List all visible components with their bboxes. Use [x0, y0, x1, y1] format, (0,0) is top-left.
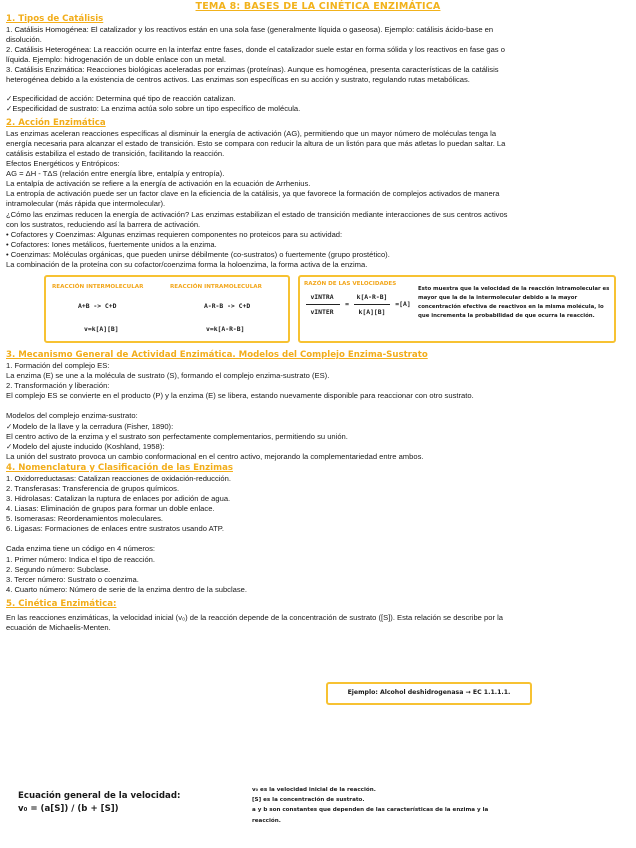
effective-concentration: =[A] — [395, 300, 411, 309]
list-item: 5. Isomerasas: Reordenamientos moleculares. — [6, 514, 164, 524]
equation-title: Ecuación general de la velocidad: — [18, 791, 181, 801]
text-line: La combinación de la proteína con su cofactor/coenzima forma la holoenzima, la forma activa de la enzima. — [6, 259, 368, 269]
section-3-heading: 3. Mecanismo General de Actividad Enzimática. Modelos del Complejo Enzima-Sustrato — [6, 350, 428, 361]
intermolecular-rate: v=k[A][B] — [84, 325, 119, 334]
text-line: ¿Cómo las enzimas reducen la energía de activación? Las enzimas estabilizan el estado de transición mediante interacciones de sus centros activos — [6, 209, 508, 219]
intermolecular-reaction: A+B -> C+D — [78, 302, 117, 311]
check-item: ✓Modelo del ajuste inducido (Koshland, 1958): — [6, 441, 165, 451]
intermolecular-heading: REACCIÓN INTERMOLECULAR — [52, 284, 144, 291]
equals-sign: = — [345, 300, 349, 309]
velocity-equation — [18, 790, 180, 816]
text-line: • Cofactores: Iones metálicos, fuertemente unidos a la enzima. — [6, 239, 217, 249]
text-line: 3. Catálisis Enzimática: Reacciones biológicas aceleradas por enzimas (proteínas). Aunque es homogénea, presenta características de la catálisis — [6, 65, 499, 75]
fraction-bar — [306, 304, 340, 305]
text-line: catálisis estabiliza el estado de transición, facilitando la reacción. — [6, 148, 225, 158]
text-line: intramolecular (más rápida que intermolecular). — [6, 199, 166, 209]
check-item: ✓Especificidad de sustrato: La enzima actúa solo sobre un tipo específico de molécula. — [6, 103, 301, 113]
section-4-heading: 4. Nomenclatura y Clasificación de las Enzimas — [6, 462, 233, 473]
text-line: disolución. — [6, 35, 42, 45]
reaction-types-box — [44, 275, 290, 343]
text-line: ecuación de Michaelis-Menten. — [6, 623, 111, 633]
text-line: Modelos del complejo enzima-sustrato: — [6, 411, 138, 421]
section-1-heading: 1. Tipos de Catálisis — [6, 14, 104, 24]
v-intra-label: vINTRA — [310, 293, 334, 302]
section-2-heading: 2. Acción Enzimática — [6, 117, 106, 128]
text-line: líquida. Ejemplo: hidrogenación de un doble enlace con un metal. — [6, 55, 226, 65]
check-item: ✓Especificidad de acción: Determina qué tipo de reacción catalizan. — [6, 93, 236, 103]
text-line: heterogénea debido a la existencia de centros activos. Las enzimas son específicas en su acción y sustrato, regulando rutas metabólicas. — [6, 75, 470, 85]
text-line: Efectos Energéticos y Entrópicos: — [6, 159, 120, 169]
intramolecular-reaction: A-R-B -> C+D — [204, 302, 251, 311]
page-title: TEMA 8: BASES DE LA CINÉTICA ENZIMÁTICA — [195, 1, 441, 12]
rate-ratio-description: Esto muestra que la velocidad de la reacción intramolecular es mayor que la de la intermolecular debido a la mayor concentración efectiva de reactivos en la misma molécula, lo que incrementa la probabilidad de que ocurra la reacción. — [418, 286, 610, 320]
text-line: energía necesaria para alcanzar el estado de transición. Esto se compara con reducir la altura de un listón para que más atletas lo puedan saltar. La — [6, 138, 506, 148]
text-line: La enzima (E) se une a la molécula de sustrato (S), formando el complejo enzima-sustrato (ES). — [6, 371, 330, 381]
list-item: 1. Oxidorreductasas: Catalizan reacciones de oxidación-reducción. — [6, 473, 231, 483]
text-line: • Cofactores y Coenzimas: Algunas enzimas requieren componentes no proteicos para su actividad: — [6, 229, 343, 239]
k-inter-label: k[A][B] — [358, 308, 386, 317]
equation-legend — [252, 785, 582, 826]
text-line: La unión del sustrato provoca un cambio conformacional en el centro activo, mejorando la complementariedad entre ambos. — [6, 451, 424, 461]
legend-line: [S] es la concentración de sustrato. — [252, 797, 365, 804]
list-item: 3. Tercer número: Sustrato o coenzima. — [6, 574, 139, 584]
text-line: El complejo ES se convierte en el producto (P) y la enzima (E) se libera, estando nuevamente disponible para reaccionar con otro sustrato. — [6, 391, 474, 401]
section-5-heading: 5. Cinética Enzimática: — [6, 598, 117, 609]
v-inter-label: vINTER — [310, 308, 334, 317]
fraction-bar — [354, 304, 390, 305]
text-line: Las enzimas aceleran reacciones específicas al disminuir la energía de activación (AG), permitiendo que un mayor número de moléculas tenga la — [6, 128, 497, 138]
text-line: La entalpía de activación se refiere a la energía de activación en la ecuación de Arrhenius. — [6, 179, 311, 189]
text-line: • Coenzimas: Moléculas orgánicas, que pueden unirse débilmente (co-sustratos) o fuertemente (grupo prostético). — [6, 249, 390, 259]
legend-line: v₀ es la velocidad inicial de la reacción. — [252, 787, 376, 793]
list-item: 4. Liasas: Eliminación de grupos para formar un doble enlace. — [6, 504, 215, 514]
list-item: 2. Transferasas: Transferencia de grupos químicos. — [6, 484, 180, 493]
text-line: La entropía de activación puede ser un factor clave en la eficiencia de la catálisis, ya que favorece la formación de complejos activados de manera — [6, 189, 500, 199]
list-item: 3. Hidrolasas: Catalizan la ruptura de enlaces por adición de agua. — [6, 494, 231, 504]
formula-boxes-row — [6, 275, 630, 343]
intramolecular-heading: REACCIÓN INTRAMOLECULAR — [170, 284, 262, 291]
check-item: ✓Modelo de la llave y la cerradura (Fisher, 1890): — [6, 421, 174, 431]
document-page — [6, 0, 630, 633]
text-line: El centro activo de la enzima y el sustrato son perfectamente complementarios, permitiendo su unión. — [6, 431, 348, 441]
text-line: 1. Formación del complejo ES: — [6, 361, 110, 371]
intramolecular-rate: v=k[A-R-B] — [206, 325, 245, 334]
k-intra-label: k[A-R-B] — [356, 293, 388, 302]
ec-example-box: Ejemplo: Alcohol deshidrogenasa → EC 1.1.1.1. — [326, 682, 532, 705]
text-line: 2. Transformación y liberación: — [6, 381, 110, 391]
text-line: con los sustratos, reduciendo así la barrera de activación. — [6, 219, 201, 229]
text-line: AG = ΔH - TΔS (relación entre energía libre, entalpía y entropía). — [6, 169, 225, 179]
legend-line: reacción. — [252, 817, 281, 824]
text-line: 2. Catálisis Heterogénea: La reacción ocurre en la interfaz entre fases, donde el catalizador suele estar en forma sólida y los reactivos en fase gas o — [6, 45, 505, 55]
list-item: 2. Segundo número: Subclase. — [6, 564, 111, 574]
legend-line: a y b son constantes que dependen de las características de la enzima y la — [252, 807, 489, 814]
list-item: 6. Ligasas: Formaciones de enlaces entre sustratos usando ATP. — [6, 524, 224, 534]
text-line: 1. Catálisis Homogénea: El catalizador y los reactivos están en una sola fase (generalmente líquida o gaseosa). Ejemplo: catálisis ácido-base en — [6, 25, 494, 34]
equation-formula: v₀ = (a[S]) / (b + [S]) — [18, 804, 119, 814]
rate-ratio-heading: RAZÓN DE LAS VELOCIDADES — [304, 281, 397, 288]
list-item: 4. Cuarto número: Número de serie de la enzima dentro de la subclase. — [6, 584, 248, 594]
list-item: 1. Primer número: Indica el tipo de reacción. — [6, 554, 155, 564]
text-line: Cada enzima tiene un código en 4 números: — [6, 544, 156, 554]
text-line: En las reacciones enzimáticas, la velocidad inicial (v₀) de la reacción depende de la concentración de sustrato ([S]). Esta relación se describe por la — [6, 612, 504, 622]
rate-ratio-box — [298, 275, 616, 343]
